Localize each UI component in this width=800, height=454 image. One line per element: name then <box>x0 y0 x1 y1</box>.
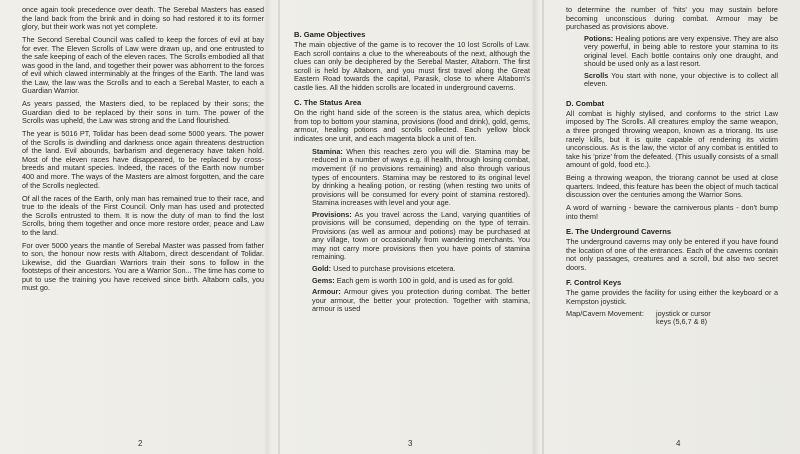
paragraph: For over 5000 years the mantle of Serebal Master was passed from father to son, the honour now rests with Altaborn, direct descendant of Tolidar. Likewise, did the Guardian Warriors train their sons to follow in the footsteps of their ancestors. You are a Warrior Son... The time has come to put to use the training you have received since birth. Altaborn calls, you must go. <box>22 240 264 293</box>
armour-entry <box>294 288 530 314</box>
paragraph: once again took precedence over death. The Serebal Masters has eased the land back from the brink and in doing so had restored it to its former glory, but their work was not yet complete. <box>22 5 264 32</box>
keys-label: Map/Cavern Movement: <box>566 308 644 318</box>
section-heading-status-area: C. The Status Area <box>294 98 362 108</box>
stamina-text: When this reaches zero you will die. Stamina may be reduced in a number of ways e.g. ill health, through losing combat, movement (if no provisions remaining) and also through various types of encounters. Stamina may be restored to its original level by drinking a healing potion, or resting (when resting two units of provisions will be consumed for every point of stamina restored). Stamina increases with level and your age. <box>312 146 530 208</box>
paragraph: The game provides the facility for using either the keyboard or a Kempston joystick. <box>566 288 778 306</box>
potions-label: Potions: <box>584 33 614 43</box>
gold-label: Gold: <box>312 263 332 273</box>
paragraph: A word of warning - beware the carniverous plants - don't bump into them! <box>566 203 778 221</box>
section-heading-game-objectives: B. Game Objectives <box>294 30 366 39</box>
page-4 <box>542 0 800 454</box>
keys-value <box>656 310 778 327</box>
scrolls-entry <box>566 72 778 89</box>
page-number: 4 <box>676 439 681 448</box>
page-number: 2 <box>138 439 143 448</box>
section-heading-underground-caverns: E. The Underground Caverns <box>566 227 672 237</box>
scrolls-label: Scrolls <box>584 70 609 80</box>
paragraph: As years passed, the Masters died, to be replaced by their sons; the Guardian died to be replaced by their sons in turn. The power of the Scrolls was upheld, the Law was strong and the Land flourished. <box>22 99 264 126</box>
paragraph: All combat is highly stylised, and conforms to the strict Law imposed by The Scrolls. All creatures employ the same weapon, a three pronged throwing weapon, known as a triorang. Its use rarely kills, but it is quite capable of rendering its victim unconscious. As is the law, the victor of any combat is entitled to take his 'prize' from the defeated. (This usually consists of a small amount of gold, food etc.). <box>566 108 778 170</box>
paragraph: to determine the number of 'hits' you may sustain before becoming unconscious during combat. Armour may be purchased as provisions above. <box>566 5 778 32</box>
scrolls-text: You start with none, your objective is to collect all eleven. <box>584 70 778 89</box>
paragraph: On the right hand side of the screen is the status area, which depicts from top to bottom your stamina, provisions (food and drink), gold, gems, armour, healing potions and scrolls collected. Each yellow block indicates one unit, and each magenta block a unit of ten. <box>294 108 530 143</box>
page-2 <box>0 0 278 454</box>
paragraph: Being a throwing weapon, the triorang cannot be used at close quarters. Indeed, this feature has been the object of much tactical discussion over the centuries among the Warrior Sons. <box>566 173 778 200</box>
paragraph: Of all the races of the Earth, only man has remained true to their race, and true to the ideals of the First Council. Only man has used and protected the Scrolls entrusted to them. It is now the duty of man to find the lost Scrolls, bring them together and once more restore order, peace and Law to the land. <box>22 193 264 237</box>
gems-label: Gems: <box>312 275 335 285</box>
keys-value-line: joystick or cursor <box>656 308 711 318</box>
provisions-entry <box>294 211 530 262</box>
provisions-label: Provisions: <box>312 209 352 219</box>
paragraph: The underground caverns may only be entered if you have found the location of one of the entrances. Each of the caverns contain not only passages, creatures and a scroll, but also two secret doors. <box>566 237 778 272</box>
armour-text: Armour gives you protection during combat. The better your armour, the better your protection. Together with stamina, armour is used <box>312 287 530 314</box>
paragraph: The year is 5016 PT, Tolidar has been dead some 5000 years. The power of the Scrolls is dwindling and darkness once again threatens destruction of the land. Evil abounds, barbarism and degeneracy have taken hold. Most of the eleven races have disappeared, to be replaced by cross-breeds and mutant species. Indeed, the races of the Earth now number 400 and more. The ways of the Masters are almost forgotten, and the care of the Scrolls neglected. <box>22 129 264 190</box>
provisions-text: As you travel across the Land, varying quantities of provisions will be consumed, depending on the type of terrain. Provisions (as well as armour and potions) may be purchased at any village, town or occasionally from wandering merchants. You may not carry more provisions then you have points of stamina remaining. <box>312 209 530 262</box>
keys-value-line: keys (5,6,7 & 8) <box>656 317 708 327</box>
gold-text: Used to purchase provisions etcetera. <box>331 263 456 273</box>
control-keys-row <box>566 310 778 327</box>
gems-entry <box>294 277 530 286</box>
stamina-entry <box>294 148 530 208</box>
potions-entry <box>566 35 778 69</box>
paragraph: The main objective of the game is to recover the 10 lost Scrolls of Law. Each scroll contains a clue to the whereabouts of the next, although the clues can only be deciphered by the Serebal Master, Altaborn. The first scroll is held by Altaborn, and you must first travel along the Great Eastern Road towards the capital, Parasik, close to where Altaborn's castle lies. All the hidden scrolls are located in underground caverns. <box>294 40 530 92</box>
page-3 <box>278 0 542 454</box>
section-heading-combat: D. Combat <box>566 98 604 108</box>
paragraph: The Second Serebal Council was called to keep the forces of evil at bay for ever. The Eleven Scrolls of Law were drawn up, and one entrusted to the safe keeping of each of the eleven races. The Scrolls embodied all that was good in the land, and together their power was abhorrent to the forces of evil which clawed interminably at the fringes of the Earth. The land was the Law, the law was the Scrolls and to each a Serebal Master, to each a Guardian Warrior. <box>22 35 264 96</box>
section-heading-control-keys: F. Control Keys <box>566 278 622 288</box>
gold-entry <box>294 265 530 274</box>
stamina-label: Stamina: <box>312 146 343 156</box>
gems-text: Each gem is worth 100 in gold, and is used as for gold. <box>334 275 515 285</box>
potions-text: Healing potions are very expensive. They are also very powerful, in being able to restore your stamina to its original level. Each bottle contains only one draught, and should be used only as a last resort. <box>584 33 778 69</box>
armour-label: Armour: <box>312 287 341 297</box>
page-number: 3 <box>408 439 413 448</box>
